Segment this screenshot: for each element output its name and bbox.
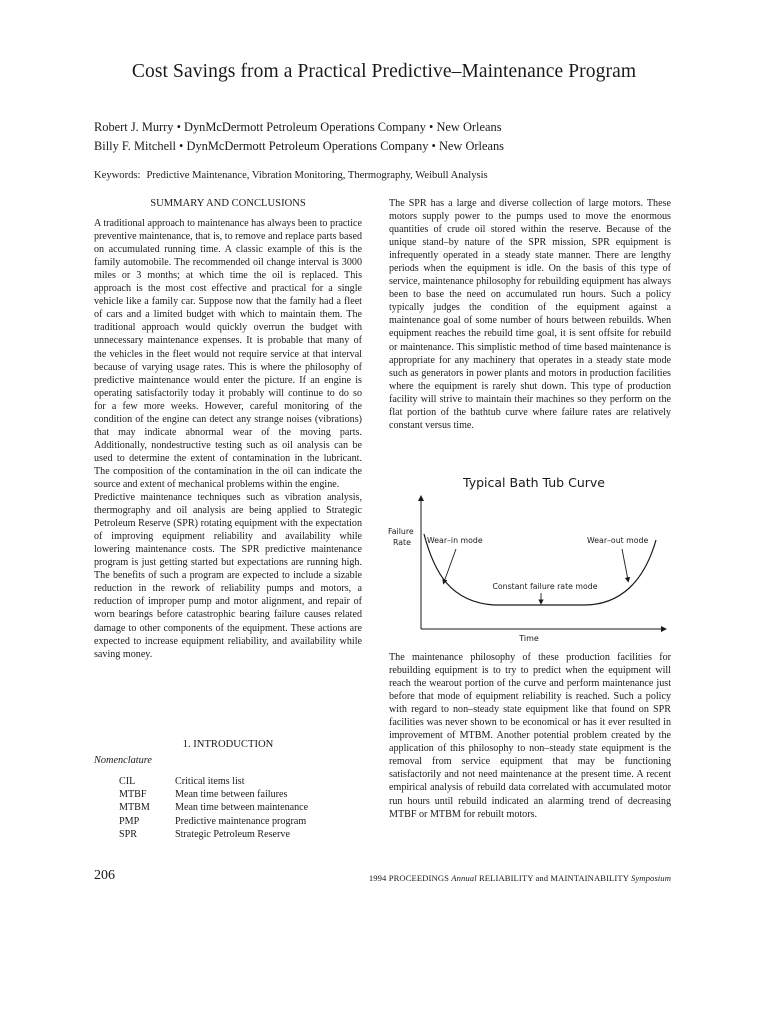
wear-out-label: Wear–out mode	[587, 536, 649, 545]
nomenclature-abbr: CIL	[119, 776, 136, 787]
nomenclature-desc: Mean time between failures	[175, 789, 288, 801]
nomenclature-abbr: MTBM	[119, 802, 150, 814]
figure-title: Typical Bath Tub Curve	[463, 475, 605, 490]
constant-rate-label: Constant failure rate mode	[492, 582, 598, 591]
keywords-text: Predictive Maintenance, Vibration Monitoring, Thermography, Weibull Analysis	[146, 170, 488, 181]
author-list	[94, 118, 504, 156]
keywords-label: Keywords:	[94, 170, 141, 181]
nomenclature-abbr: MTBF	[119, 789, 147, 801]
nomenclature-desc: Mean time between maintenance	[175, 802, 309, 814]
y-axis-label-line-2: Rate	[393, 538, 411, 547]
venue-annual: Annual	[451, 873, 477, 883]
nomenclature-item	[119, 775, 308, 788]
nomenclature-abbr: PMP	[119, 815, 140, 827]
nomenclature-item	[119, 788, 308, 801]
right-column-lower	[389, 651, 671, 821]
venue-prefix: 1994 PROCEEDINGS	[368, 873, 452, 883]
venue-symposium: Symposium	[630, 873, 671, 883]
wear-in-label: Wear–in mode	[427, 536, 483, 545]
author-line-2: Billy F. Mitchell • DynMcDermott Petroleum Operations Company • New Orleans	[94, 139, 504, 153]
summary-paragraph-1: A traditional approach to maintenance has always been to practice preventive maintenance, that is, to remove and replace parts based on accumulated running time. A classic example of this is the family automobile. The recommended oil change interval is 3000 miles or 3 months; at which time the oil is replaced. This approach is the most cost effective and practical for a single vehicle like a family car. Suppose now that the family had a fleet of cars and a limited budget with which to maintain them. The traditional approach would quickly overrun the budget with unnecessary maintenance expenses. It is probable that many of the vehicles in the fleet would not require service at that interval because of varying usage rates. This is where the philosophy of predictive maintenance would enter the picture. If an engine is operating satisfactorily today it probably will continue to do so for a few more weeks. However, careful monitoring of the condition of the engine can detect any strange noises (vibrations) that may indicate abnormal wear of the moving parts. Additionally, nondestructive testing such as oil analysis can be used to determine the extent of contamination in the lubricant. The composition of the contamination in the oil can indicate the source and extent of mechanical problems within the engine.	[94, 218, 362, 490]
nomenclature-item	[119, 815, 308, 828]
nomenclature-heading: Nomenclature	[94, 755, 152, 766]
nomenclature-desc: Critical items list	[175, 776, 245, 787]
venue-footer	[369, 873, 671, 883]
paper-title: Cost Savings from a Practical Predictive–Maintenance Program	[131, 61, 637, 82]
summary-heading: SUMMARY AND CONCLUSIONS	[150, 198, 306, 209]
wear-out-pointer	[622, 549, 628, 580]
keywords-line	[94, 170, 488, 181]
right-paragraph-2: The maintenance philosophy of these production facilities for rebuilding equipment is to try to predict when the equipment will reach the wearout portion of the curve and perform maintenance just before that mode of equipment reliability is reached. Such a policy with regard to non–steady state equipment like that found on SPR facilities was never shown to be economical or has it ever resulted in improvement of MTBM. Another potential problem created by the application of this philosophy to non–steady state equipment is the removal from service equipment that may be functioning satisfactorily and not need maintenance at the present time. A recent empirical analysis of rebuild data correlated with accumulated motor run hours until rebuild indicated an alarming trend of decreasing MTBF or MTBM for rebuilt motors.	[389, 652, 671, 820]
author-line-1: Robert J. Murry • DynMcDermott Petroleum Operations Company • New Orleans	[94, 120, 502, 134]
nomenclature-desc: Strategic Petroleum Reserve	[175, 828, 290, 840]
right-column	[389, 197, 671, 432]
nomenclature-list	[119, 775, 308, 841]
y-axis-label-line-1: Failure	[388, 527, 414, 536]
page-number: 206	[94, 868, 115, 883]
introduction-heading: 1. INTRODUCTION	[182, 739, 274, 750]
venue-middle: RELIABILITY and MAINTAINABILITY	[476, 873, 631, 883]
bathtub-curve-svg	[386, 472, 674, 648]
right-paragraph-1: The SPR has a large and diverse collection of large motors. These motors supply power to the pumps used to move the enormous quantities of crude oil stored within the reserve. Because of the unique stand–by nature of the SPR mission, SPR equipment is infrequently operated in a steady state manner. There are lengthy periods when the equipment is idle. On the basis of this type of service, maintenance philosophy for rebuilding equipment has always been to base the need on accumulated run hours. Such a policy typically judges the condition of the equipment against a maintenance goal of some number of hours between rebuilds. When equipment reaches the rebuild time goal, it is sent offsite for rebuild or maintenance. This simplistic method of time based maintenance is appropriate for any machinery that operates in a steady state mode such as generators in power plants and motors in production facilities where the equipment is rarely shut down. This type of production facility will strive to maintain their machines so they perform on the flat portion of the bathtub curve where failure rates are relatively constant versus time.	[389, 198, 671, 431]
nomenclature-item	[119, 828, 308, 841]
left-column	[94, 197, 362, 661]
nomenclature-item	[119, 801, 308, 814]
bathtub-curve-figure	[386, 472, 674, 648]
nomenclature-abbr: SPR	[119, 828, 137, 840]
x-axis-label: Time	[519, 634, 539, 643]
wear-in-pointer	[444, 549, 456, 582]
summary-paragraph-2: Predictive maintenance techniques such as vibration analysis, thermography and oil analysis are being applied to Strategic Petroleum Reserve (SPR) rotating equipment with the expectation of improving equipment reliability and availability while lowering maintenance costs. The SPR predictive maintenance program is just getting started but expectations are running high. The benefits of such a program are expected to include a sizable reduction in the rework of reliability pumps and motors, a reduction of improper pump and motor alignment, and repair of worn bearings before catastrophic bearing failure causes related damage to other components of the equipment. These actions are expected to increase equipment reliability, and availability while saving money.	[94, 492, 362, 660]
nomenclature-desc: Predictive maintenance program	[175, 815, 307, 827]
